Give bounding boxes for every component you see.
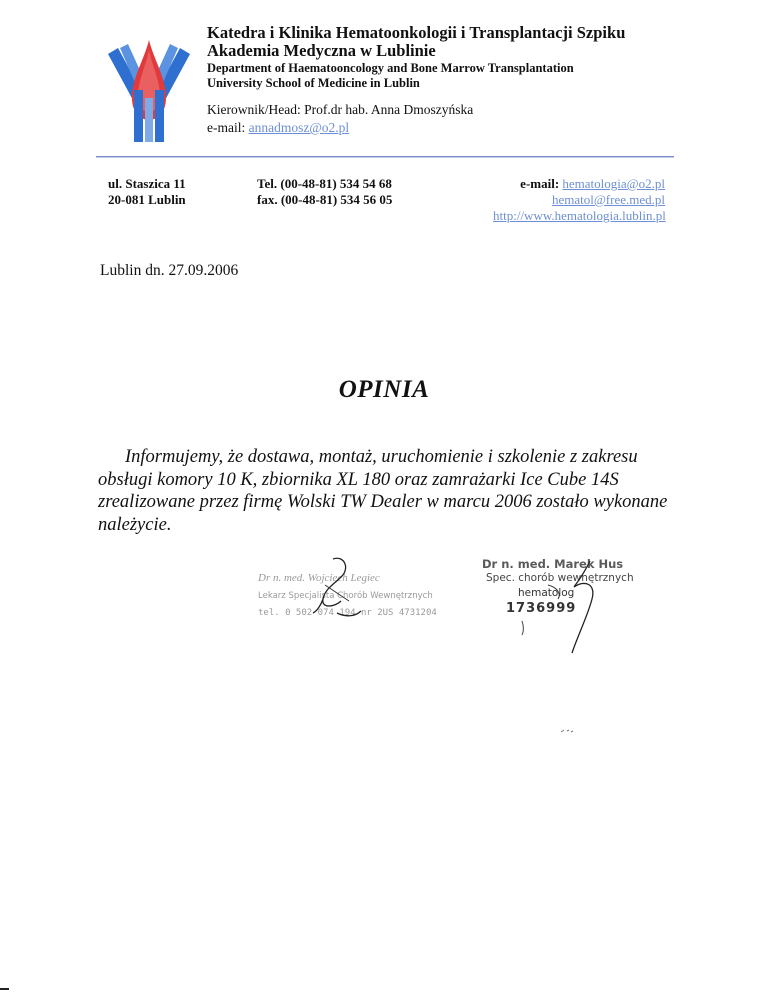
- stamp2-doctor-name: Dr n. med. Marek Hus: [482, 557, 624, 571]
- head-email-label: e-mail:: [207, 120, 246, 135]
- scan-dust-icon: [560, 728, 574, 734]
- city-postcode: 20-081 Lublin: [108, 192, 186, 207]
- head-email-line: [207, 120, 349, 136]
- stamp1-specialty: Lekarz Specjalista Chorób Wewnętrznych: [258, 591, 433, 601]
- website-link[interactable]: http://www.hematologia.lublin.pl: [493, 208, 666, 223]
- contact-email-block: [493, 176, 665, 224]
- address-block: [108, 176, 186, 208]
- head-email-link[interactable]: annadmosz@o2.pl: [248, 120, 350, 135]
- stamp2-field: hematolog: [518, 587, 575, 599]
- university-name-pl: Akademia Medyczna w Lublinie: [207, 41, 436, 60]
- institution-name-en: Department of Haematooncology and Bone Marrow Transplantation: [207, 61, 574, 75]
- clinic-logo-icon: [104, 40, 194, 144]
- head-of-department: [207, 102, 473, 118]
- head-name: Prof.dr hab. Anna Dmoszyńska: [304, 102, 474, 117]
- signature-left-icon: [255, 555, 455, 650]
- stamp2-license-number: 1736999: [506, 601, 577, 616]
- institution-name-pl: Katedra i Klinika Hematoonkologii i Transplantacji Szpiku: [207, 23, 626, 42]
- body-paragraph: Informujemy, że dostawa, montaż, uruchomienie i szkolenie z zakresu obsługi komory 10 K, zbiornika XL 180 oraz zamrażarki Ice Cube 14S zrealizowane przez firmę Wolski TW Dealer w marcu 2006 zostało wykonane należycie.: [98, 447, 668, 535]
- document-date: Lublin dn. 27.09.2006: [100, 262, 239, 279]
- doctor-stamp-left: [255, 555, 455, 650]
- signature-right-icon: [478, 555, 638, 655]
- fax: fax. (00-48-81) 534 56 05: [257, 192, 393, 207]
- stamp2-specialty: Spec. chorób wewnętrznych: [486, 572, 634, 584]
- university-name-en: University School of Medicine in Lublin: [207, 76, 420, 90]
- street-address: ul. Staszica 11: [108, 176, 186, 191]
- stamp1-doctor-name: Dr n. med. Wojciech Legiec: [258, 572, 380, 584]
- header-divider-shadow: [96, 157, 674, 158]
- contact-email-link-1[interactable]: hematologia@o2.pl: [562, 176, 665, 191]
- scan-edge-mark: [0, 988, 9, 990]
- stamp1-phone: tel. 0 502 074 194 nr 2US 4731204: [258, 608, 437, 618]
- head-label: Kierownik/Head:: [207, 102, 301, 117]
- document-body: [98, 446, 688, 536]
- telephone: Tel. (00-48-81) 534 54 68: [257, 176, 392, 191]
- doctor-stamp-right: [478, 555, 638, 655]
- document-title: OPINIA: [338, 376, 430, 403]
- contact-email-link-2[interactable]: hematol@free.med.pl: [551, 192, 665, 207]
- contact-email-label: e-mail:: [520, 176, 560, 191]
- phone-block: [257, 176, 392, 208]
